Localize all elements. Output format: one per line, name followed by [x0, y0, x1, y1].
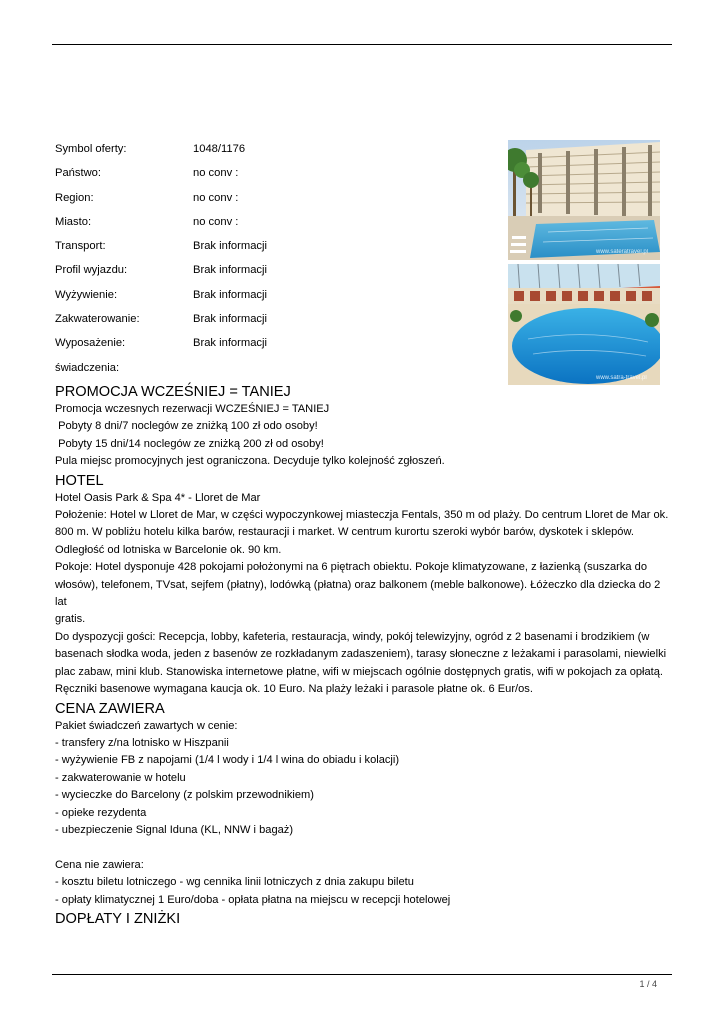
indoor-pool-photo	[508, 264, 660, 385]
spec-row	[55, 141, 485, 165]
spec-value: Brak informacji	[193, 240, 267, 253]
excludes-line: - opłaty klimatycznej 1 Euro/doba - opłata płatna na miejscu w recepcji hotelowej	[55, 893, 451, 906]
hotel-line: włosów), telefonem, TVsat, sejfem (płatny), lodówką (płatna) oraz balkonem (meble balkonowe). Łóżeczko dla dziecka do 2 lat	[55, 578, 661, 609]
spec-label: Wyposażenie:	[55, 337, 126, 350]
spec-value: 1048/1176	[193, 143, 246, 155]
spec-row	[55, 335, 485, 359]
spec-row	[55, 287, 485, 311]
hotel-line: plac zabaw, mini klub. Stanowiska internetowe płatne, wifi w miejscach ogólnie dostępnych gratis, wifi w pokojach za opłatą.	[55, 665, 664, 678]
spec-value: Brak informacji	[193, 288, 267, 301]
includes-line: - zakwaterowanie w hotelu	[55, 771, 186, 784]
spec-label: Miasto:	[55, 215, 92, 228]
includes-line: - ubezpieczenie Signal Iduna (KL, NNW i bagaż)	[55, 823, 294, 836]
photo-watermark: www.sateratravel.pl	[596, 249, 649, 255]
spec-value: Brak informacji	[193, 313, 267, 326]
hotel-line: 800 m. W pobliżu hotelu kilka barów, restauracji i market. W centrum kurortu szeroki wybór barów, dyskotek i sklepów.	[55, 526, 634, 539]
spec-row	[55, 165, 485, 189]
includes-line: - opieke rezydenta	[55, 806, 147, 819]
section-heading-promo: PROMOCJA WCZEŚNIEJ = TANIEJ	[55, 384, 291, 400]
hotel-line: Położenie: Hotel w Lloret de Mar, w części wypoczynkowej miasteczja Fentals, 350 m od plaży. Do centrum Lloret de Mar ok.	[55, 509, 669, 522]
indoor-pool-image	[508, 264, 660, 385]
spec-label: Profil wyjazdu:	[55, 264, 128, 277]
section-heading-hotel: HOTEL	[55, 472, 104, 489]
spec-value: Brak informacji	[193, 337, 267, 350]
spec-label: Wyżywienie:	[55, 288, 118, 301]
spec-row	[55, 360, 485, 384]
offer-spec-table	[55, 141, 485, 384]
spec-value: Brak informacji	[193, 264, 267, 277]
spec-label: Państwo:	[55, 167, 102, 180]
offer-content	[55, 383, 672, 928]
page-number: 1 / 4	[639, 979, 657, 989]
includes-line: - wyżywienie FB z napojami (1/4 l wody i 1/4 l wina do obiadu i kolacji)	[55, 754, 400, 767]
spec-row	[55, 190, 485, 214]
spec-row	[55, 238, 485, 262]
spec-label: Transport:	[55, 240, 106, 253]
hotel-line: Pokoje: Hotel dysponuje 428 pokojami położonymi na 6 piętrach obiektu. Pokoje klimatyzowane, z łazienką (suszarka do	[55, 561, 647, 574]
hotel-line: basenach słodka woda, jeden z basenów ze rozkładanym zadaszeniem), tarasy słoneczne z leżakami i parasolami, niewielki	[55, 648, 667, 661]
promo-line: Pobyty 15 dni/14 noclegów ze zniżką 200 zł od osoby!	[55, 437, 324, 450]
spec-value: no conv :	[193, 167, 239, 180]
spec-label: świadczenia:	[55, 361, 120, 374]
spec-label: Region:	[55, 191, 94, 204]
spec-row	[55, 262, 485, 286]
hotel-line: Do dyspozycji gości: Recepcja, lobby, kafeteria, restauracja, windy, pokój telewizyjny, ogród z 2 basenami i brodzikiem (w	[55, 630, 650, 643]
includes-line: - wycieczke do Barcelony (z polskim przewodnikiem)	[55, 789, 314, 802]
spec-row	[55, 214, 485, 238]
footer-rule	[52, 974, 672, 975]
includes-line: - transfery z/na lotnisko w Hiszpanii	[55, 736, 229, 749]
hotel-pool-image	[508, 140, 660, 260]
header-rule	[52, 44, 672, 45]
hotel-line: Hotel Oasis Park & Spa 4* - Lloret de Mar	[55, 491, 261, 504]
hotel-line: gratis.	[55, 613, 86, 626]
promo-line: Pobyty 8 dni/7 noclegów ze zniżką 100 zł odo osoby!	[55, 420, 318, 433]
spec-label: Zakwaterowanie:	[55, 313, 140, 326]
promo-line: Promocja wczesnych rezerwacji WCZEŚNIEJ = TANIEJ	[55, 403, 330, 415]
includes-line: Pakiet świadczeń zawartych w cenie:	[55, 719, 238, 732]
spec-row	[55, 311, 485, 335]
paragraph-gap	[55, 839, 672, 856]
excludes-line: - kosztu biletu lotniczego - wg cennika linii lotniczych z dnia zakupu biletu	[55, 876, 414, 889]
hotel-line: Ręczniki basenowe wymagana kaucja ok. 10 Euro. Na plaży leżaki i parasole płatne ok. 6 Eur/os.	[55, 683, 533, 696]
spec-value: no conv :	[193, 191, 239, 204]
section-heading-includes: CENA ZAWIERA	[55, 700, 165, 717]
spec-value: no conv :	[193, 215, 239, 228]
spec-label: Symbol oferty:	[55, 143, 127, 155]
excludes-line: Cena nie zawiera:	[55, 858, 144, 871]
photo-watermark: www.satra-travel.pl	[596, 375, 647, 381]
hotel-pool-photo	[508, 140, 660, 260]
promo-line: Pula miejsc promocyjnych jest ograniczona. Decyduje tylko kolejność zgłoszeń.	[55, 455, 445, 468]
hotel-line: Odległość od lotniska w Barcelonie ok. 90 km.	[55, 543, 282, 556]
section-heading-surcharges: DOPŁATY I ZNIŻKI	[55, 910, 181, 927]
